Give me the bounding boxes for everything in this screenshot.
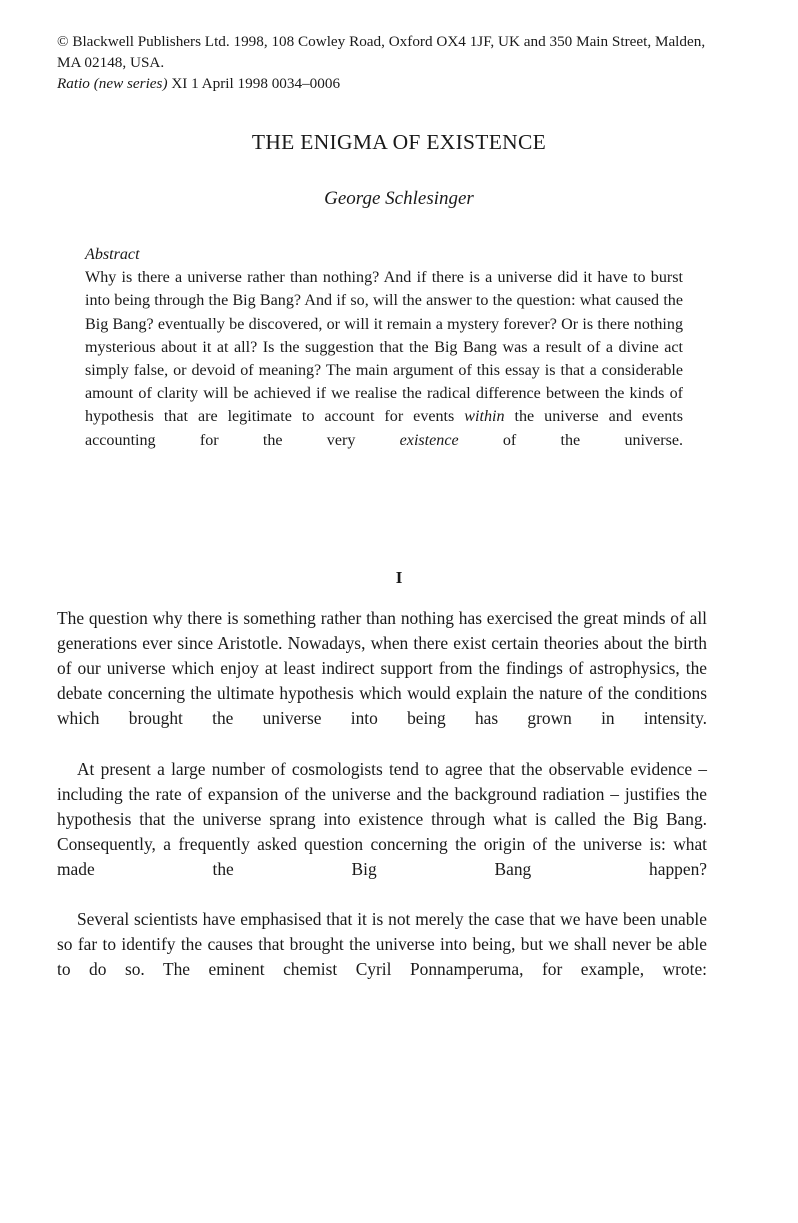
article-title: THE ENIGMA OF EXISTENCE (251, 130, 547, 154)
body-paragraph-1: The question why there is something rather than nothing has exercised the great minds of all generations ever since Aristotle. Nowadays, when there exist certain theories about the birth of our universe which enjoy at least indirect support from the findings of astrophysics, the debate concerning the ultimate hypothesis which would explain the nature of the conditions which brought the universe into being has grown in intensity. (57, 608, 707, 729)
body-paragraph-2: At present a large number of cosmologists tend to agree that the observable evidence – including the rate of expansion of the universe and the background radiation – justifies the hypothesis that the universe sprang into existence through what is called the Big Bang. Consequently, a frequently asked question concerning the origin of the universe is: what made the Big Bang happen? (57, 758, 707, 879)
section-numeral: I (395, 568, 403, 587)
journal-header (57, 32, 709, 95)
abstract-label: Abstract (85, 246, 140, 263)
journal-citation-details: XI 1 April 1998 0034–0006 (167, 75, 341, 92)
journal-name: Ratio (new series) (57, 75, 168, 92)
abstract-text (85, 266, 683, 475)
journal-citation-line (57, 74, 709, 95)
body-paragraph-3: Several scientists have emphasised that it is not merely the case that we have been unable so far to identify the causes that brought the universe into being, but we shall never be able to do so. The eminent chemist Cyril Ponnamperuma, for example, wrote: (57, 909, 707, 980)
abstract-emphasis-existence: existence (399, 431, 459, 449)
copyright-line: © Blackwell Publishers Ltd. 1998, 108 Cowley Road, Oxford OX4 1JF, UK and 350 Main Street, Malden, MA 02148, USA. (57, 33, 706, 71)
abstract-text-segment-3: of the universe. (458, 431, 683, 449)
abstract-emphasis-within: within (464, 408, 505, 426)
article-author: George Schlesinger (324, 188, 474, 209)
abstract-text-segment-1: Why is there a universe rather than nothing? And if there is a universe did it have to burst into being through the Big Bang? And if so, will the answer to the question: what caused the Big Bang? eventually be discovered, or will it remain a mystery forever? Or is there nothing mysterious about it at all? Is the suggestion that the Big Bang was a result of a divine act simply false, or devoid of meaning? The main argument of this essay is that a considerable amount of clarity will be achieved if we realise the radical difference between the kinds of hypothesis that are legitimate to account for events (85, 269, 683, 426)
abstract-block (85, 243, 683, 475)
body-text-column (57, 606, 707, 1008)
abstract-text-segment-2: the universe and events accounting for the very (85, 408, 683, 449)
